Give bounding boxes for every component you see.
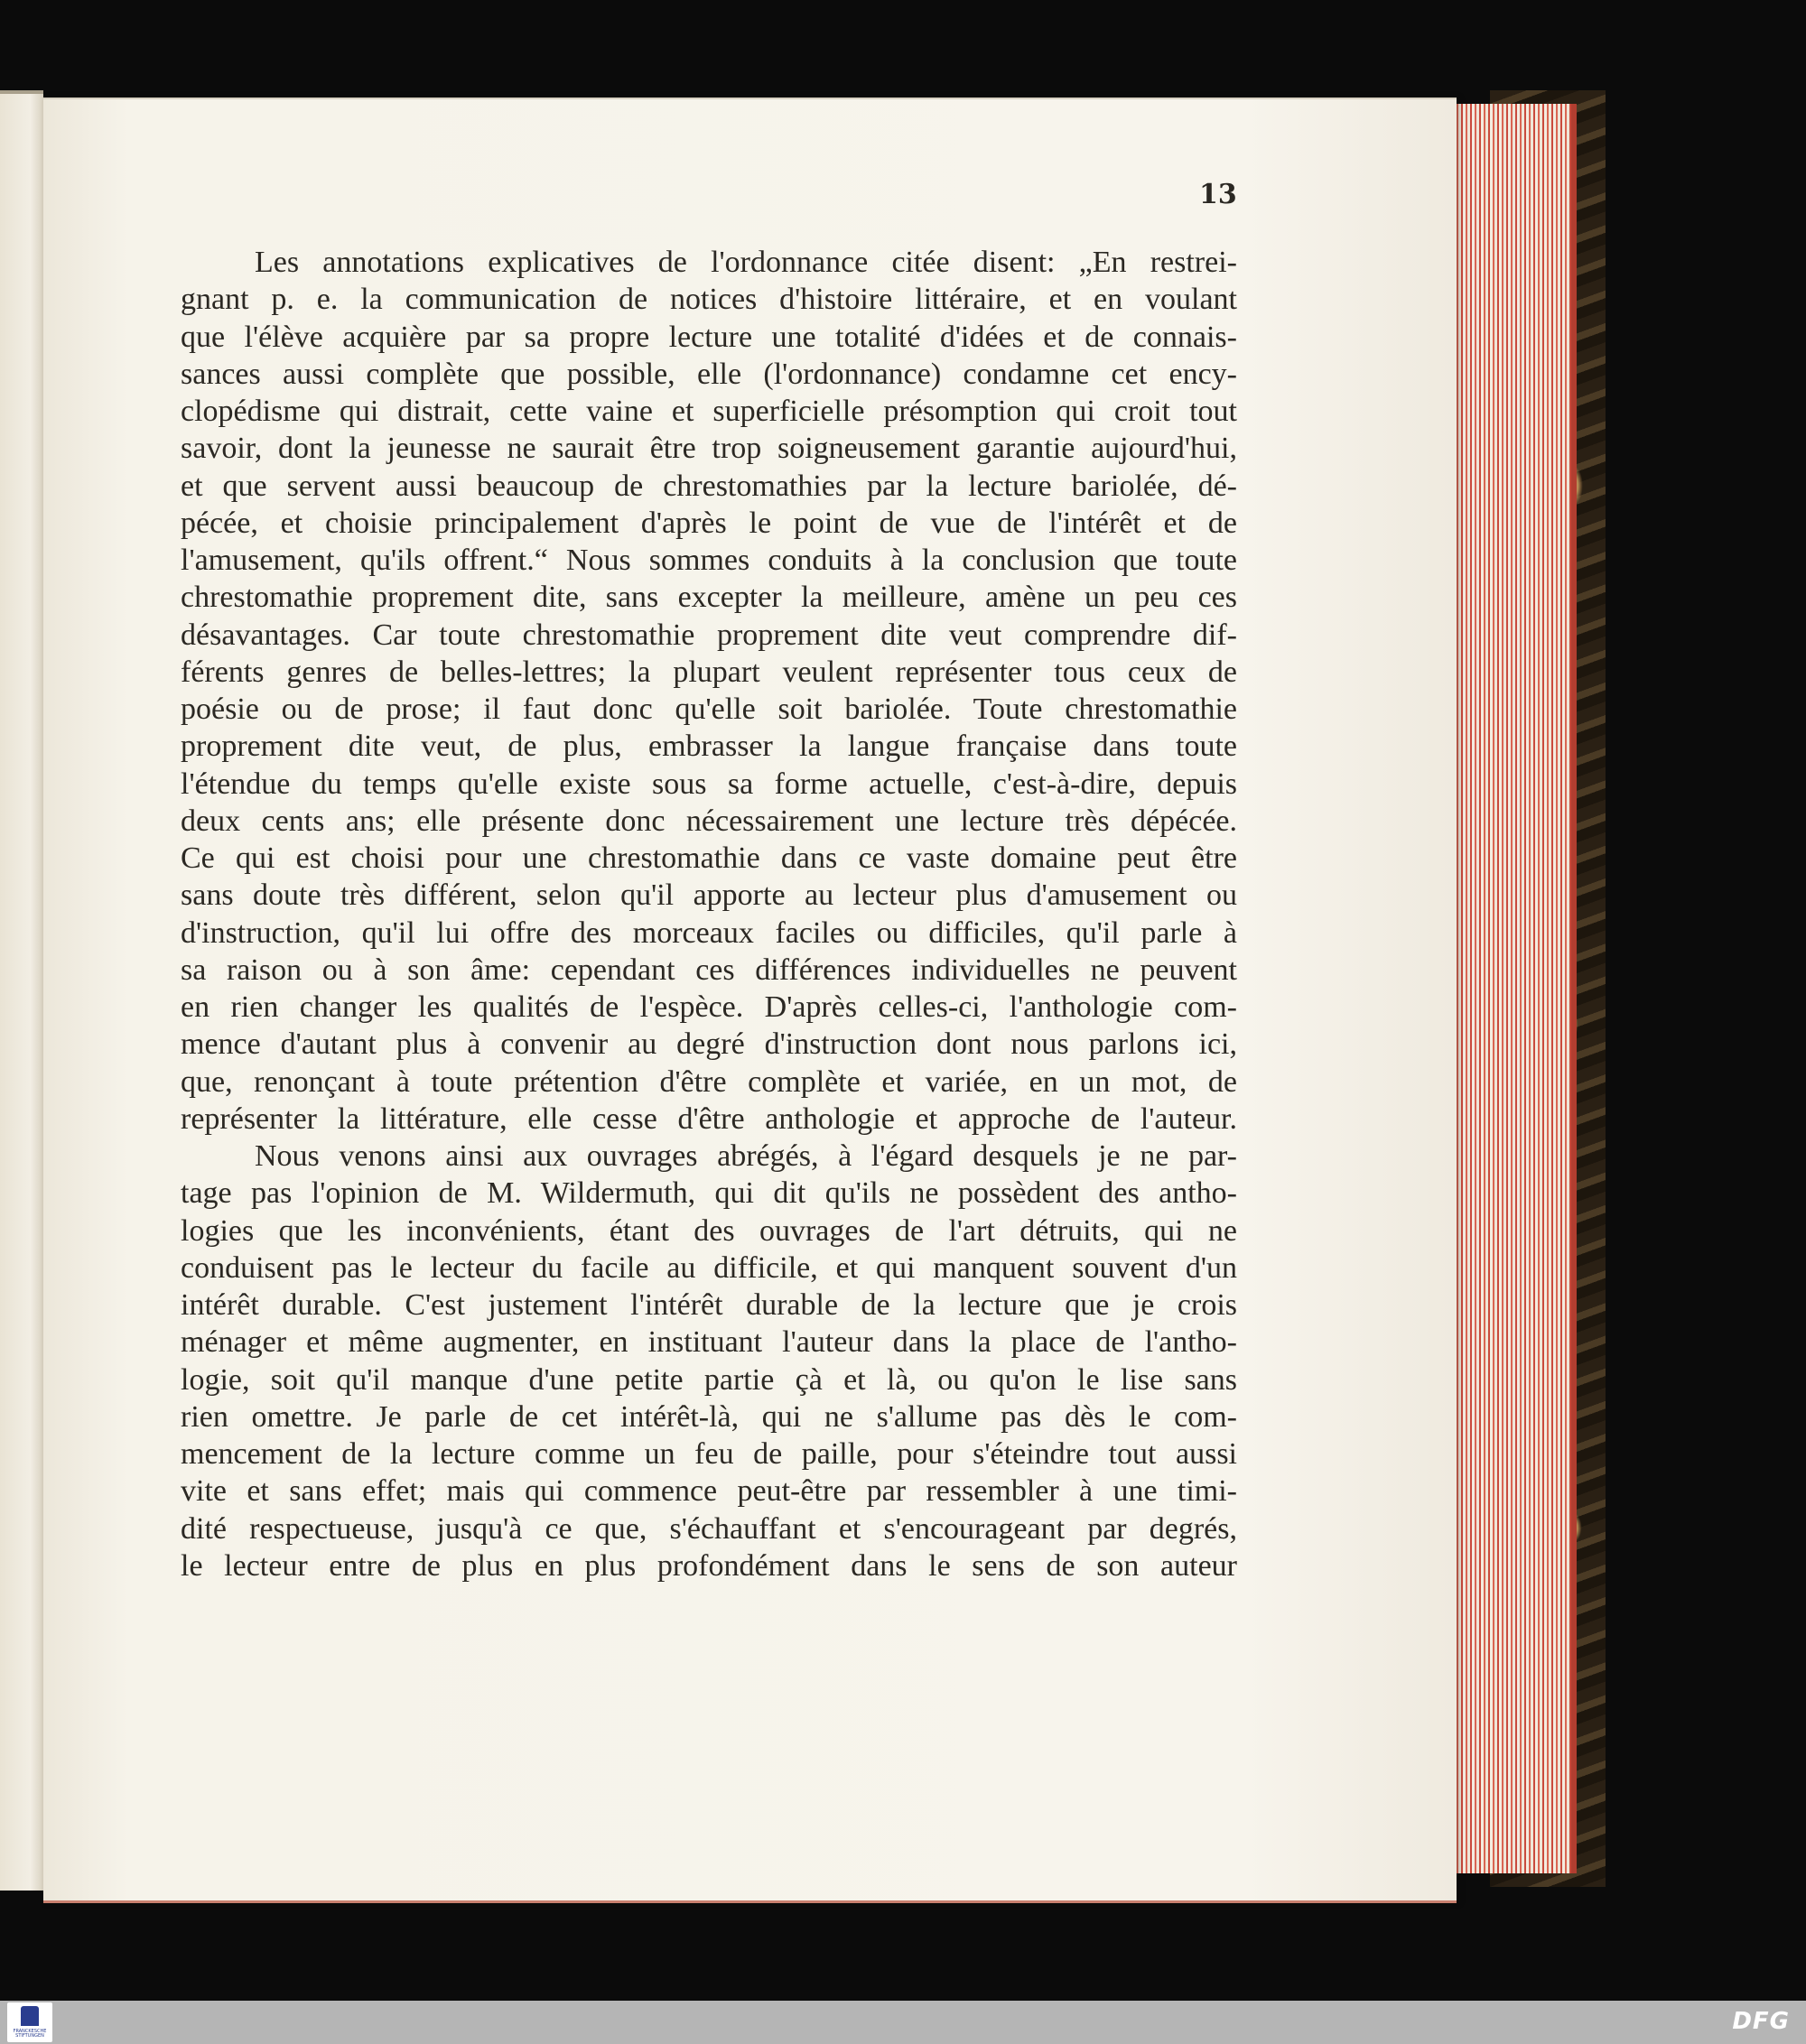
text-line: dité respectueuse, jusqu'à ce que, s'échauffant et s'encourageant par degrés, xyxy=(181,1511,1237,1546)
dfg-logo[interactable]: DFG xyxy=(1732,2008,1790,2035)
text-line: logie, soit qu'il manque d'une petite partie çà et là, ou qu'on le lise sans xyxy=(181,1362,1237,1397)
text-line: proprement dite veut, de plus, embrasser la langue française dans toute xyxy=(181,729,1237,764)
text-line: pécée, et choisie principalement d'après le point de vue de l'intérêt et de xyxy=(181,506,1237,540)
text-line: Les annotations explicatives de l'ordonnance citée disent: „En restrei- xyxy=(255,246,1237,279)
text-line: représenter la littérature, elle cesse d'être anthologie et approche de l'auteur. xyxy=(181,1101,1237,1136)
institution-logo[interactable] xyxy=(7,2002,52,2042)
viewer-footer-bar xyxy=(0,2001,1806,2044)
text-line: intérêt durable. C'est justement l'intérêt durable de la lecture que je crois xyxy=(181,1288,1237,1322)
body-text xyxy=(181,244,1237,1584)
text-line: conduisent pas le lecteur du facile au difficile, et qui manquent souvent d'un xyxy=(181,1250,1237,1285)
text-line: sances aussi complète que possible, elle (l'ordonnance) condamne cet ency- xyxy=(181,357,1237,391)
text-line: le lecteur entre de plus en plus profondément dans le sens de son auteur xyxy=(181,1548,1237,1583)
text-line: logies que les inconvénients, étant des ouvrages de l'art détruits, qui ne xyxy=(181,1213,1237,1248)
text-line: gnant p. e. la communication de notices d'histoire littéraire, et en voulant xyxy=(181,283,1237,317)
text-line: Nous venons ainsi aux ouvrages abrégés, à l'égard desquels je ne par- xyxy=(255,1139,1237,1173)
text-line: vite et sans effet; mais qui commence peut-être par ressembler à une timi- xyxy=(181,1474,1237,1509)
text-line: l'étendue du temps qu'elle existe sous sa forme actuelle, c'est-à-dire, depuis xyxy=(181,766,1237,801)
institution-logo-text: FRANCKESCHE STIFTUNGEN xyxy=(13,2029,47,2039)
text-line: d'instruction, qu'il lui offre des morceaux faciles ou difficiles, qu'il parle à xyxy=(181,915,1237,950)
text-line: ménager et même augmenter, en instituant l'auteur dans la place de l'antho- xyxy=(181,1325,1237,1360)
orphanage-building-icon xyxy=(21,2006,39,2026)
text-line: mencement de la lecture comme un feu de paille, pour s'éteindre tout aussi xyxy=(181,1437,1237,1471)
page-number: 13 xyxy=(1199,179,1237,210)
text-line: désavantages. Car toute chrestomathie proprement dite veut comprendre dif- xyxy=(181,618,1237,652)
text-line: poésie ou de prose; il faut donc qu'elle soit bariolée. Toute chrestomathie xyxy=(181,692,1237,726)
text-line: Ce qui est choisi pour une chrestomathie dans ce vaste domaine peut être xyxy=(181,841,1237,875)
text-line: férents genres de belles-lettres; la plupart veulent représenter tous ceux de xyxy=(181,655,1237,689)
text-line: clopédisme qui distrait, cette vaine et superficielle présomption qui croit tout xyxy=(181,395,1237,428)
text-line: que, renonçant à toute prétention d'être complète et variée, en un mot, de xyxy=(181,1064,1237,1099)
text-line: en rien changer les qualités de l'espèce. D'après celles-ci, l'anthologie com- xyxy=(181,990,1237,1024)
verso-page-edge xyxy=(0,90,43,1891)
text-line: que l'élève acquière par sa propre lecture une totalité d'idées et de connais- xyxy=(181,320,1237,354)
text-line: deux cents ans; elle présente donc nécessairement une lecture très dépécée. xyxy=(181,804,1237,838)
text-line: chrestomathie proprement dite, sans excepter la meilleure, amène un peu ces xyxy=(181,581,1237,615)
text-line: et que servent aussi beaucoup de chrestomathies par la lecture bariolée, dé- xyxy=(181,469,1237,503)
text-line: rien omettre. Je parle de cet intérêt-là, qui ne s'allume pas dès le com- xyxy=(181,1399,1237,1434)
text-line: sans doute très différent, selon qu'il apporte au lecteur plus d'amusement ou xyxy=(181,878,1237,913)
text-line: l'amusement, qu'ils offrent.“ Nous sommes conduits à la conclusion que toute xyxy=(181,544,1237,577)
text-line: mence d'autant plus à convenir au degré d'instruction dont nous parlons ici, xyxy=(181,1027,1237,1062)
text-line: tage pas l'opinion de M. Wildermuth, qui dit qu'ils ne possèdent des antho- xyxy=(181,1176,1237,1211)
text-line: sa raison ou à son âme: cependant ces différences individuelles ne peuvent xyxy=(181,952,1237,987)
text-line: savoir, dont la jeunesse ne saurait être trop soigneusement garantie aujourd'hui, xyxy=(181,432,1237,466)
